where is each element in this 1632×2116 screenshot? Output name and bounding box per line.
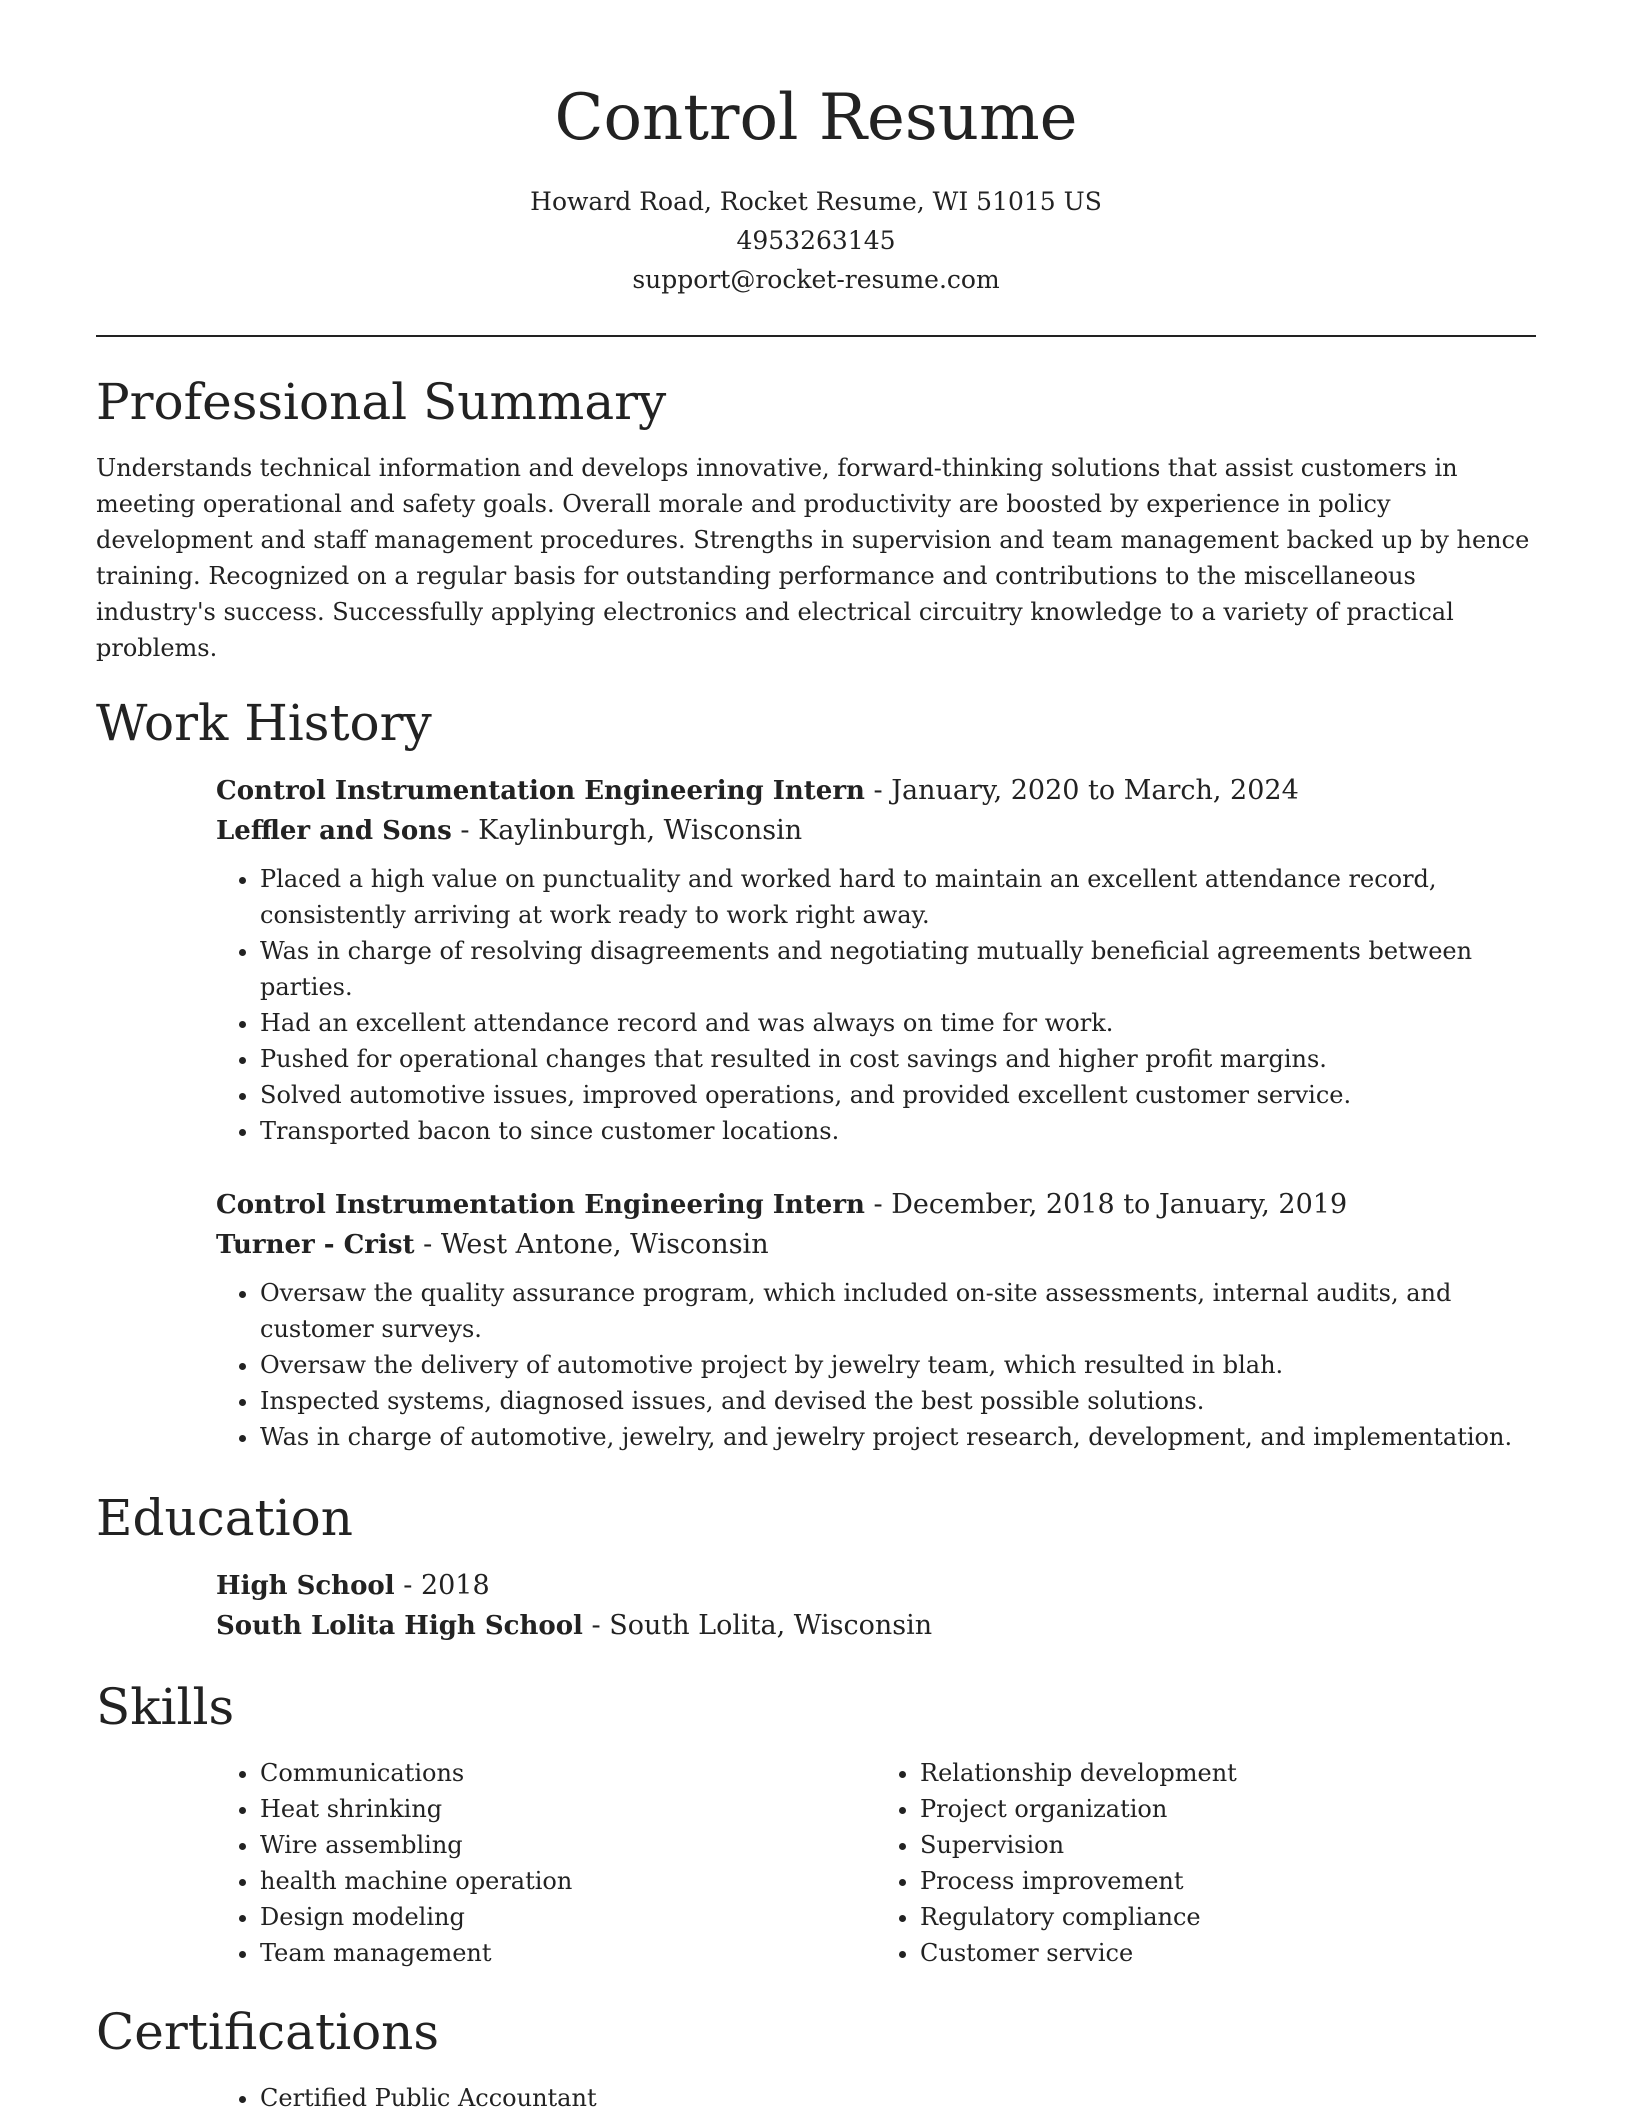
education-title: Education xyxy=(96,1488,353,1547)
list-item: • Placed a high value on punctuality and worked hard to maintain an excellent attendance record, consistently arriving at work ready to work right away. xyxy=(260,861,1536,933)
address: Howard Road, Rocket Resume, WI 51015 US xyxy=(530,186,1102,216)
job-title-line xyxy=(216,1185,1536,1225)
list-item: • Was in charge of resolving disagreements and negotiating mutually beneficial agreements between parties. xyxy=(260,933,1536,1005)
list-item: • Team management xyxy=(260,1935,876,1971)
list-item: • Solved automotive issues, improved operations, and provided excellent customer service. xyxy=(260,1077,1536,1113)
list-item: • Design modeling xyxy=(260,1899,876,1935)
list-item: • Project organization xyxy=(920,1791,1536,1827)
list-item: • health machine operation xyxy=(260,1863,876,1899)
list-item: • Certified Public Accountant xyxy=(260,2080,1536,2116)
list-item: • Pushed for operational changes that resulted in cost savings and higher profit margins. xyxy=(260,1041,1536,1077)
job-bullets xyxy=(216,1275,1536,1455)
skills-column-left xyxy=(216,1755,876,1971)
education-entry xyxy=(216,1566,1536,1646)
summary-title: Professional Summary xyxy=(96,372,667,431)
work-history-list xyxy=(216,771,1536,1455)
job-role: Control Instrumentation Engineering Intern xyxy=(216,775,865,806)
job-location: - West Antone, Wisconsin xyxy=(414,1228,769,1260)
certifications-items xyxy=(216,2080,1536,2116)
list-item: • Was in charge of automotive, jewelry, and jewelry project research, development, and implementation. xyxy=(260,1419,1536,1455)
list-item: • Customer service xyxy=(920,1935,1536,1971)
education-degree: High School xyxy=(216,1570,395,1601)
job-entry xyxy=(216,771,1536,1149)
list-item: • Supervision xyxy=(920,1827,1536,1863)
education-year: - 2018 xyxy=(394,1569,490,1601)
header-divider xyxy=(96,335,1536,337)
resume-header xyxy=(96,82,1536,299)
job-role: Control Instrumentation Engineering Intern xyxy=(216,1189,865,1220)
phone: 4953263145 xyxy=(736,225,896,255)
education-location: - South Lolita, Wisconsin xyxy=(582,1609,933,1641)
skills-column-right xyxy=(876,1755,1536,1971)
list-item: • Transported bacon to since customer locations. xyxy=(260,1113,1536,1149)
candidate-name: Control Resume xyxy=(554,81,1078,155)
job-dates: - December, 2018 to January, 2019 xyxy=(864,1188,1348,1220)
education-degree-line xyxy=(216,1566,1536,1606)
job-company-line xyxy=(216,1225,1536,1265)
skills-list xyxy=(216,1755,1536,1971)
job-title-line xyxy=(216,771,1536,811)
list-item: • Oversaw the quality assurance program, which included on-site assessments, internal audits, and customer surveys. xyxy=(260,1275,1536,1347)
email: support@rocket-resume.com xyxy=(632,264,1000,294)
skills-title: Skills xyxy=(96,1677,235,1736)
job-company: Leffler and Sons xyxy=(216,815,452,846)
list-item: • Had an excellent attendance record and was always on time for work. xyxy=(260,1005,1536,1041)
job-entry xyxy=(216,1185,1536,1455)
job-company-line xyxy=(216,811,1536,851)
job-dates: - January, 2020 to March, 2024 xyxy=(864,774,1299,806)
list-item: • Oversaw the delivery of automotive project by jewelry team, which resulted in blah. xyxy=(260,1347,1536,1383)
list-item: • Communications xyxy=(260,1755,876,1791)
certifications-title: Certifications xyxy=(96,2002,440,2061)
work-history-title: Work History xyxy=(96,693,432,752)
list-item: • Regulatory compliance xyxy=(920,1899,1536,1935)
job-company: Turner - Crist xyxy=(216,1229,415,1260)
list-item: • Wire assembling xyxy=(260,1827,876,1863)
job-location: - Kaylinburgh, Wisconsin xyxy=(451,814,803,846)
list-item: • Heat shrinking xyxy=(260,1791,876,1827)
list-item: • Inspected systems, diagnosed issues, and devised the best possible solutions. xyxy=(260,1383,1536,1419)
certifications-list xyxy=(216,2080,1536,2116)
education-school: South Lolita High School xyxy=(216,1610,583,1641)
education-school-line xyxy=(216,1606,1536,1646)
list-item: • Relationship development xyxy=(920,1755,1536,1791)
list-item: • Process improvement xyxy=(920,1863,1536,1899)
summary-text: Understands technical information and develops innovative, forward-thinking solutions that assist customers in meeting operational and safety goals. Overall morale and productivity are boosted by experience in policy development and staff management procedures. Strengths in supervision and team management backed up by hence training. Recognized on a regular basis for outstanding performance and contributions to the miscellaneous industry's success. Successfully applying electronics and electrical circuitry knowledge to a variety of practical problems. xyxy=(96,453,1530,662)
job-bullets xyxy=(216,861,1536,1149)
